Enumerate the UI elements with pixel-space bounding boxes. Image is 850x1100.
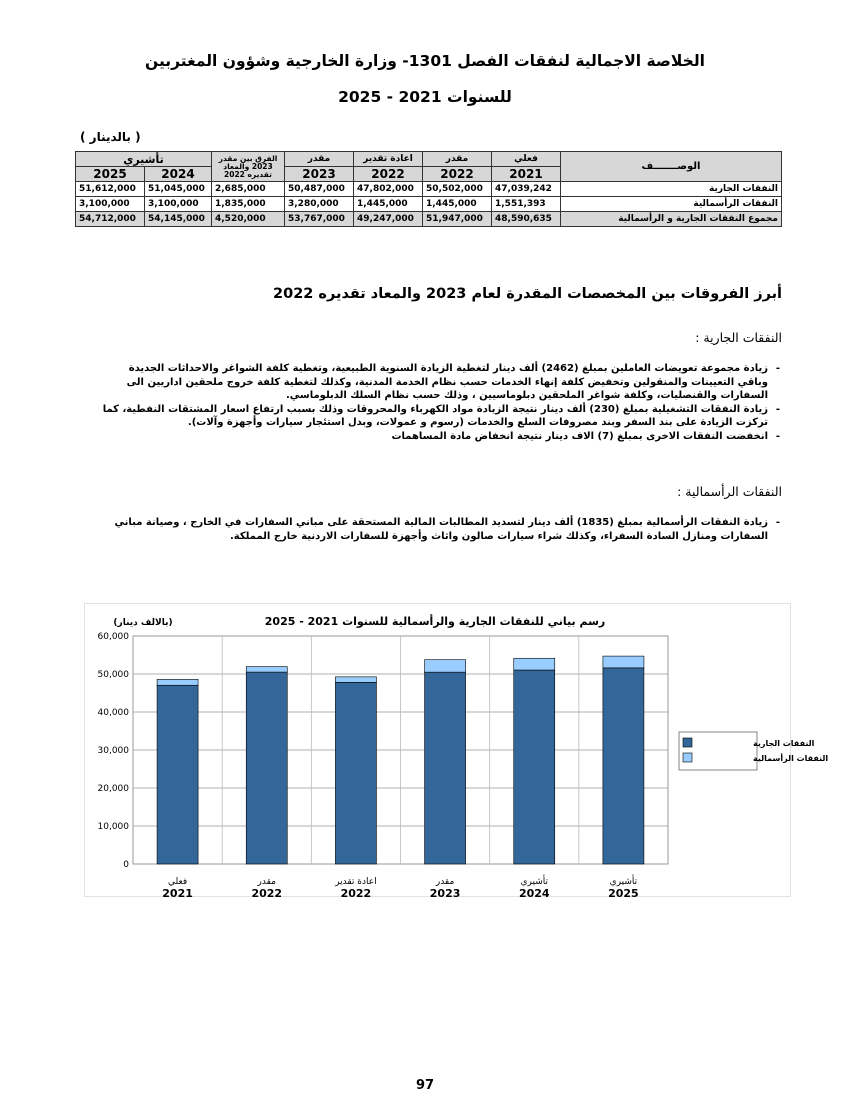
y-tick-label: 60,000 <box>97 632 129 642</box>
cell-2025: 51,612,000 <box>76 182 145 197</box>
legend-swatch <box>683 753 692 762</box>
currency-unit: ( بالدينار ) <box>80 130 141 144</box>
header-description: الوصـــــــف <box>561 152 782 182</box>
cell-2022-reest: 1,445,000 <box>354 197 423 212</box>
cell-2023: 53,767,000 <box>285 212 354 227</box>
capital-expenses-list <box>100 516 780 543</box>
cell-2021: 47,039,242 <box>492 182 561 197</box>
bar-capital <box>603 656 644 668</box>
x-tick-year: 2023 <box>429 887 461 900</box>
x-tick-label: مقدر <box>435 877 455 887</box>
cell-2022: 1,445,000 <box>423 197 492 212</box>
bar-capital <box>335 677 376 682</box>
cell-2021: 48,590,635 <box>492 212 561 227</box>
chart-svg <box>85 604 829 900</box>
cell-2025: 3,100,000 <box>76 197 145 212</box>
legend-label: النفقات الجارية <box>753 739 815 748</box>
bar-capital <box>157 679 198 685</box>
header-difference: الفرق بين مقدر 2023 والمعاد تقديره 2022 <box>212 152 285 182</box>
page-number: 97 <box>415 1078 435 1093</box>
cell-2021: 1,551,393 <box>492 197 561 212</box>
table-row <box>76 182 782 197</box>
x-tick-year: 2022 <box>340 887 372 900</box>
legend-swatch <box>683 738 692 747</box>
x-tick-year: 2025 <box>608 887 639 900</box>
x-tick-label: تأشيري <box>609 877 638 887</box>
summary-table <box>75 151 782 227</box>
x-tick-year: 2021 <box>162 887 193 900</box>
y-tick-label: 0 <box>123 860 129 870</box>
current-expenses-list <box>100 362 780 443</box>
table-header-row <box>76 152 782 167</box>
header-reest-2022-label: اعادة تقدير <box>354 152 423 167</box>
differences-heading: أبرز الفروقات بين المخصصات المقدرة لعام 2023 والمعاد تقديره 2022 <box>273 286 782 302</box>
bar-current <box>425 672 466 864</box>
x-tick-label: اعادة تقدير <box>335 877 377 887</box>
cell-2022: 50,502,000 <box>423 182 492 197</box>
cell-2022-reest: 47,802,000 <box>354 182 423 197</box>
bar-current <box>335 682 376 864</box>
cell-2024: 51,045,000 <box>145 182 212 197</box>
bar-capital <box>514 658 555 670</box>
cell-2023: 50,487,000 <box>285 182 354 197</box>
y-tick-label: 50,000 <box>97 670 129 680</box>
list-item: - زيادة مجموعة تعويضات العاملين بمبلغ (2462) ألف دينار لتغطية الزيادة السنوية الطبيعية، وتغطية كلفة الشواغر والاحداثات الجديدة وباقي التعيينات والمنقولين وتخفيض كلفة إنهاء الخدمات حسب نظام الخدمة المدنية، وكذلك لتغطية كلفة خروج ملحقين اداريين الى السفارات والقنصليات، وكلفة شواغر الملحقين دبلوماسيين ، وذلك حسب نظام السلك الدبلوماسي. <box>100 362 780 403</box>
legend-label: النفقات الرأسمالية <box>753 754 829 763</box>
bar-capital <box>425 660 466 672</box>
table-total-row <box>76 212 782 227</box>
x-tick-label: مقدر <box>257 877 276 887</box>
cell-2025: 54,712,000 <box>76 212 145 227</box>
bar-capital <box>246 667 287 672</box>
y-tick-label: 20,000 <box>97 784 129 794</box>
header-actual-label: فعلي <box>492 152 561 167</box>
y-tick-label: 30,000 <box>97 746 129 756</box>
expenses-chart <box>84 603 829 900</box>
header-est-2022-label: مقدر <box>423 152 492 167</box>
list-item: - زيادة النفقات الرأسمالية بمبلغ (1835) ألف دينار لتسديد المطالبات المالية المستحقة على مباني السفارات في الخارج ، وصيانة مباني السفارات ومنازل السادة السفراء، وكذلك شراء سيارات صالون واثاث وأجهزة للسفارات الاردنية خارج المملكة. <box>100 516 780 543</box>
chart-legend <box>679 732 828 770</box>
x-tick-year: 2022 <box>251 887 283 900</box>
bar-current <box>603 668 644 864</box>
row-label: النفقات الجارية <box>561 182 782 197</box>
cell-2023: 3,280,000 <box>285 197 354 212</box>
cell-2024: 54,145,000 <box>145 212 212 227</box>
header-est-2023-label: مقدر <box>285 152 354 167</box>
bar-current <box>246 672 287 864</box>
cell-diff: 1,835,000 <box>212 197 285 212</box>
cell-2022: 51,947,000 <box>423 212 492 227</box>
header-year-2025: 2025 <box>76 167 145 182</box>
current-expenses-heading: النفقات الجارية : <box>695 330 782 345</box>
page-subtitle: للسنوات 2021 - 2025 <box>338 88 512 106</box>
header-indicative: تأشيري <box>76 152 212 167</box>
list-item: - زيادة النفقات التشغيلية بمبلغ (230) ألف دينار نتيجة الزيادة مواد الكهرباء والمحروقات وذلك بسبب ارتفاع اسعار المشتقات النفطية، كما تركزت الزيادة على بند السفر وبند مصروفات السلع والخدمات (رسوم و عمولات، وبدل استئجار سيارات وأجهزة وآلات). <box>100 403 780 430</box>
cell-diff: 2,685,000 <box>212 182 285 197</box>
cell-diff: 4,520,000 <box>212 212 285 227</box>
table-row <box>76 197 782 212</box>
capital-expenses-heading: النفقات الرأسمالية : <box>677 484 782 499</box>
header-year-2021: 2021 <box>492 167 561 182</box>
x-tick-year: 2024 <box>518 887 550 900</box>
cell-2022-reest: 49,247,000 <box>354 212 423 227</box>
chart-unit-label: (بالالف دينار) <box>113 618 173 628</box>
header-year-2024: 2024 <box>145 167 212 182</box>
row-label: النفقات الرأسمالية <box>561 197 782 212</box>
x-tick-label: تأشيري <box>520 877 549 887</box>
x-tick-label: فعلي <box>168 877 188 887</box>
row-label: مجموع النفقات الجارية و الرأسمالية <box>561 212 782 227</box>
chart-title: رسم بياني للنفقات الجارية والرأسمالية للسنوات 2021 - 2025 <box>264 615 606 628</box>
header-year-2022-reest: 2022 <box>354 167 423 182</box>
y-tick-label: 40,000 <box>97 708 129 718</box>
bar-current <box>514 670 555 864</box>
list-item: - انخفضت النفقات الاخرى بمبلغ (7) الاف دينار نتيجة انخفاض مادة المساهمات <box>100 430 780 444</box>
cell-2024: 3,100,000 <box>145 197 212 212</box>
header-year-2023: 2023 <box>285 167 354 182</box>
header-year-2022: 2022 <box>423 167 492 182</box>
page-title: الخلاصة الاجمالية لنفقات الفصل 1301- وزارة الخارجية وشؤون المغتربين <box>145 52 705 70</box>
y-tick-label: 10,000 <box>97 822 129 832</box>
bar-current <box>157 685 198 864</box>
